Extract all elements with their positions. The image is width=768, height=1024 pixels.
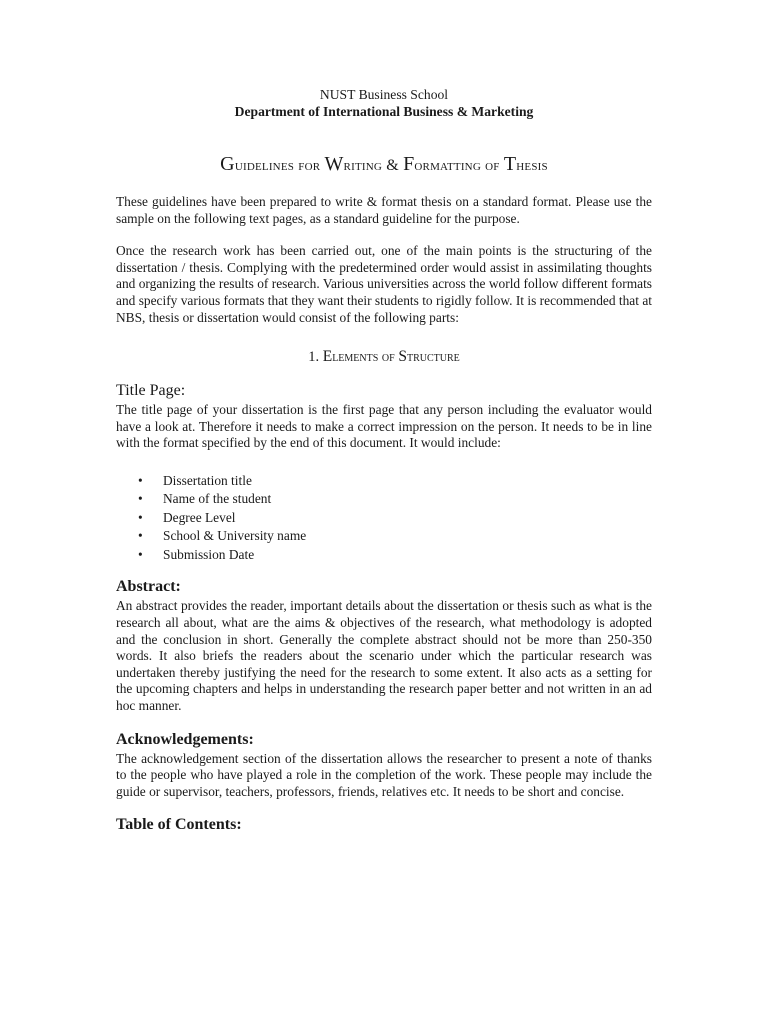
list-item-text: Submission Date: [163, 546, 255, 562]
section-number: 1.: [308, 349, 323, 366]
document-title: [116, 153, 652, 176]
table-of-contents-heading: Table of Contents:: [116, 816, 242, 834]
intro-paragraph-1: These guidelines have been prepared to write & format thesis on a standard format. Please use the sample on the following text pages, as a standard guideline for the purpose.: [116, 194, 652, 226]
list-item-text: Degree Level: [163, 509, 236, 525]
document-page: [116, 86, 652, 836]
list-item: [138, 509, 652, 528]
title-page-heading: Title Page:: [116, 382, 186, 400]
bullet-glyph: •: [138, 546, 143, 562]
abstract-paragraph: An abstract provides the reader, important details about the dissertation or thesis such as what is the research all about, what are the aims & objectives of the research, what methodology is adopted and the conclusion in short. Generally the complete abstract should not be more than 250-350 words. It also briefs the readers about the scenario under which the particular research was undertaken thereby justifying the need for the research to some extent. It also acts as a setting for the upcoming chapters and helps in understanding the research paper better and not written in an ad hoc manner.: [116, 598, 652, 713]
list-item-text: School & University name: [163, 528, 307, 544]
section-part-1: lements of: [332, 349, 399, 366]
list-item-text: Name of the student: [163, 491, 272, 507]
list-item: [138, 472, 652, 491]
list-item: [138, 490, 652, 509]
abstract-heading: Abstract:: [116, 578, 181, 596]
bullet-glyph: •: [138, 472, 143, 488]
acknowledgements-heading: Acknowledgements:: [116, 730, 254, 748]
title-part-1: uidelines for: [234, 157, 325, 174]
title-part-3: ormatting of: [414, 157, 504, 174]
title-initial-4: T: [503, 153, 517, 175]
intro-paragraph-2: Once the research work has been carried out, one of the main points is the structuring of the dissertation / thesis. Complying with the predetermined order would assist in assimilating thoughts and organizing the results of research. Various universities across the world follow different formats and specify various formats that they want their students to rigidly follow. It is recommended that at NBS, thesis or dissertation would consist of the following parts:: [116, 243, 652, 325]
bullet-glyph: •: [138, 509, 143, 525]
document-header: [116, 86, 652, 120]
title-part-2: riting &: [343, 157, 404, 174]
title-page-paragraph: The title page of your dissertation is the first page that any person including the evaluator would have a look at. Therefore it needs to make a correct impression on the person. It needs to be in line with the format specified by the end of this document. It would include:: [116, 402, 652, 451]
bullet-glyph: •: [138, 528, 143, 544]
section-initial-2: S: [398, 348, 407, 366]
department-name: Department of International Business & Marketing: [234, 104, 534, 119]
section-heading-elements-of-structure: [116, 348, 652, 366]
section-part-2: tructure: [406, 349, 460, 366]
acknowledgements-paragraph: The acknowledgement section of the dissertation allows the researcher to present a note of thanks to the people who have played a role in the completion of the work. These people may include the guide or supervisor, teachers, professors, friends, relatives etc. It needs to be short and concise.: [116, 750, 652, 799]
list-item: [138, 527, 652, 546]
title-initial-3: F: [403, 153, 415, 175]
section-initial-1: E: [322, 348, 333, 366]
school-name: NUST Business School: [319, 87, 449, 102]
title-part-4: hesis: [516, 157, 548, 174]
bullet-glyph: •: [138, 491, 143, 507]
title-initial-1: G: [220, 153, 235, 175]
list-item: [138, 546, 652, 565]
title-page-list: [116, 472, 652, 565]
title-initial-2: W: [324, 153, 344, 175]
list-item-text: Dissertation title: [163, 472, 252, 488]
